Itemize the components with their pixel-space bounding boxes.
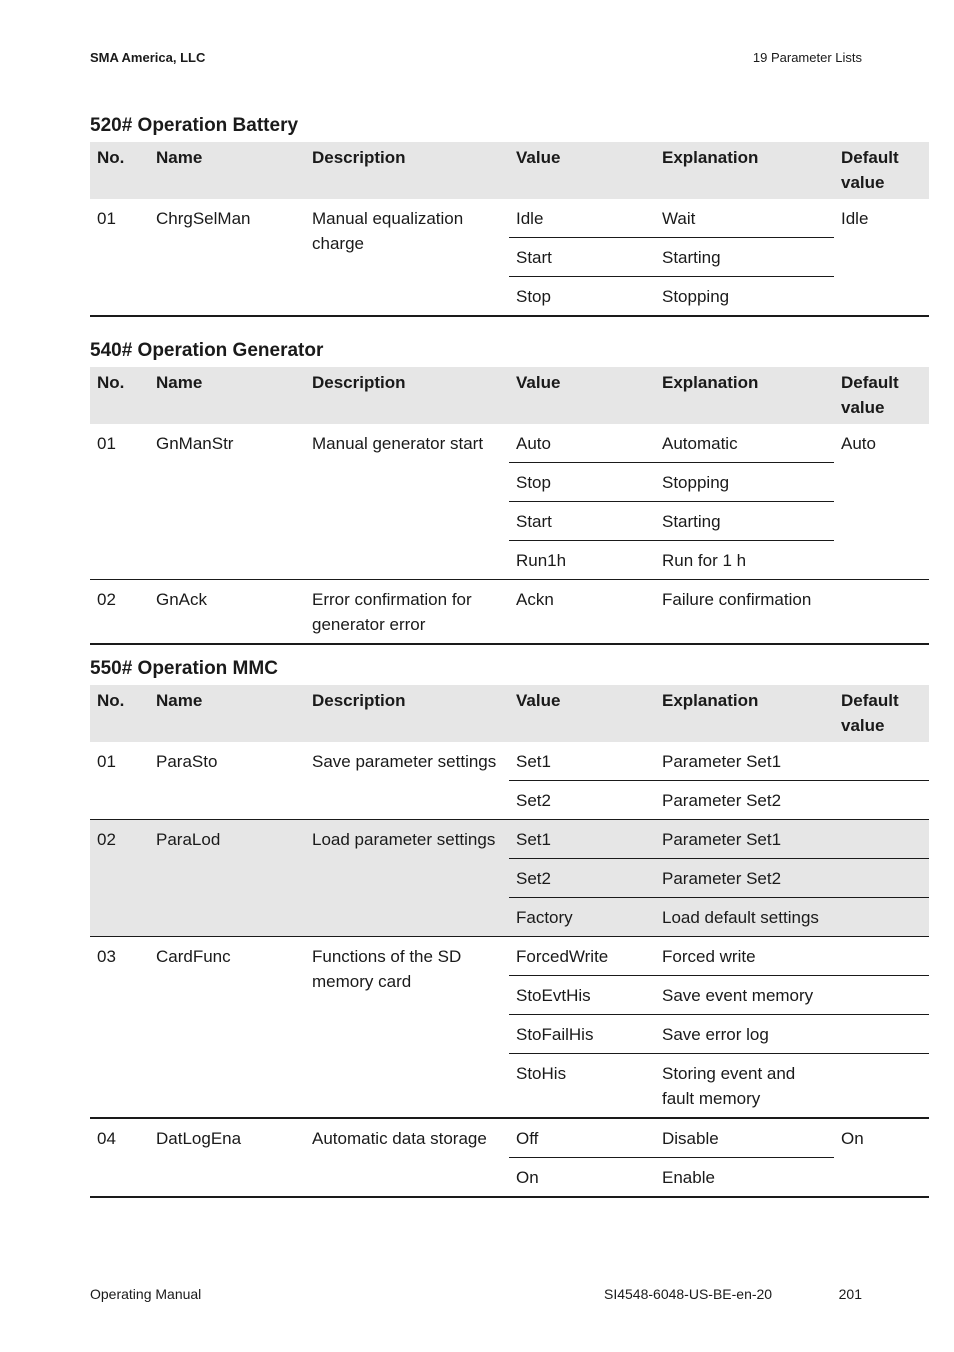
cell-value: Set2 <box>509 781 655 820</box>
footer-manual-title: Operating Manual <box>90 1286 202 1302</box>
col-header-default: Default value <box>834 142 929 199</box>
cell-explanation: Parameter Set1 <box>662 752 782 771</box>
table-row <box>90 937 929 976</box>
cell-value: Stop <box>509 463 655 502</box>
cell-default: Idle <box>834 199 929 316</box>
col-header-description: Description <box>305 142 509 199</box>
cell-value: Ackn <box>509 580 655 645</box>
cell-description: Manual equalization charge <box>305 199 509 316</box>
col-header-value: Value <box>509 685 655 742</box>
cell-value: StoFailHis <box>509 1015 655 1054</box>
table-row <box>90 199 929 238</box>
parameter-table-540 <box>90 367 929 645</box>
cell-name: CardFunc <box>149 937 305 1119</box>
cell-default <box>834 859 929 898</box>
col-header-explanation: Explanation <box>655 367 834 424</box>
cell-name: GnAck <box>149 580 305 645</box>
col-header-value: Value <box>509 142 655 199</box>
cell-value: StoHis <box>509 1054 655 1119</box>
section-520 <box>90 114 899 317</box>
table-row <box>90 820 929 859</box>
cell-default <box>834 898 929 937</box>
cell-value: Factory <box>509 898 655 937</box>
cell-value: Set2 <box>509 859 655 898</box>
cell-explanation: Parameter Set1 <box>655 820 834 859</box>
cell-description: Manual generator start <box>312 434 484 453</box>
cell-explanation: Storing event and fault memory <box>655 1054 834 1119</box>
table-row <box>90 580 929 645</box>
cell-value: StoEvtHis <box>509 976 655 1015</box>
cell-no: 03 <box>90 937 149 1119</box>
cell-default <box>834 976 929 1015</box>
cell-no: 02 <box>90 580 149 645</box>
cell-explanation: Stopping <box>655 463 834 502</box>
cell-description: Error confirmation for generator error <box>305 580 509 645</box>
cell-default <box>834 742 929 781</box>
parameter-table-520 <box>90 142 929 317</box>
col-header-name: Name <box>149 142 305 199</box>
cell-explanation: Load default settings <box>655 898 834 937</box>
cell-default <box>834 580 929 645</box>
col-header-explanation: Explanation <box>655 142 834 199</box>
table-header-row <box>90 142 929 199</box>
cell-default: Auto <box>841 434 876 453</box>
footer-page-number: 201 <box>838 1286 862 1302</box>
table-row <box>90 424 929 463</box>
cell-explanation: Failure confirmation <box>655 580 834 645</box>
cell-explanation: Save event memory <box>655 976 834 1015</box>
col-header-no: No. <box>90 367 149 424</box>
cell-value: Idle <box>516 209 544 228</box>
running-header-chapter: 19 Parameter Lists <box>752 50 862 65</box>
cell-default <box>834 781 929 820</box>
cell-explanation: Stopping <box>655 277 834 317</box>
table-header-row <box>90 685 929 742</box>
cell-explanation: Forced write <box>655 937 834 976</box>
cell-name: GnManStr <box>156 434 234 453</box>
cell-name: ParaLod <box>149 820 305 937</box>
col-header-default: Default value <box>834 685 929 742</box>
cell-explanation: Starting <box>655 502 834 541</box>
cell-value: Stop <box>509 277 655 317</box>
cell-explanation: Wait <box>662 209 696 228</box>
cell-name: DatLogEna <box>149 1118 305 1197</box>
cell-value: Start <box>509 502 655 541</box>
section-title: 540# Operation Generator <box>90 340 324 361</box>
running-header-company: SMA America, LLC <box>90 50 206 65</box>
cell-no: 01 <box>90 199 149 316</box>
cell-value: Run1h <box>509 541 655 580</box>
cell-default <box>834 1054 929 1119</box>
cell-explanation: Parameter Set2 <box>655 781 834 820</box>
cell-explanation: Automatic <box>662 434 738 453</box>
cell-name: ChrgSelMan <box>149 199 305 316</box>
section-540 <box>90 339 899 645</box>
cell-default: On <box>834 1118 929 1197</box>
cell-default <box>834 820 929 859</box>
table-header-row <box>90 367 929 424</box>
cell-default <box>834 937 929 976</box>
cell-name: ParaSto <box>156 752 218 771</box>
cell-explanation: Enable <box>655 1158 834 1198</box>
col-header-name: Name <box>149 685 305 742</box>
cell-value: ForcedWrite <box>509 937 655 976</box>
col-header-no: No. <box>90 685 149 742</box>
cell-explanation: Run for 1 h <box>655 541 834 580</box>
section-title: 550# Operation MMC <box>90 658 278 679</box>
cell-description: Functions of the SD memory card <box>305 937 509 1119</box>
parameter-table-550 <box>90 685 929 1198</box>
col-header-value: Value <box>509 367 655 424</box>
cell-no: 04 <box>90 1118 149 1197</box>
cell-explanation: Starting <box>655 238 834 277</box>
cell-default <box>834 1015 929 1054</box>
table-row <box>90 742 929 781</box>
cell-value: Off <box>509 1118 655 1158</box>
cell-no: 01 <box>97 752 116 771</box>
col-header-no: No. <box>90 142 149 199</box>
cell-value: On <box>509 1158 655 1198</box>
table-row <box>90 1118 929 1158</box>
section-550 <box>90 657 899 1198</box>
cell-no: 01 <box>97 434 116 453</box>
cell-value: Start <box>509 238 655 277</box>
col-header-explanation: Explanation <box>655 685 834 742</box>
cell-value: Set1 <box>516 752 551 771</box>
col-header-description: Description <box>305 685 509 742</box>
cell-no: 02 <box>90 820 149 937</box>
footer-document-id: SI4548-6048-US-BE-en-20 <box>604 1286 773 1302</box>
col-header-default: Default value <box>834 367 929 424</box>
col-header-description: Description <box>305 367 509 424</box>
cell-description: Load parameter settings <box>305 820 509 937</box>
cell-explanation: Save error log <box>655 1015 834 1054</box>
cell-explanation: Parameter Set2 <box>655 859 834 898</box>
cell-description: Automatic data storage <box>305 1118 509 1197</box>
cell-explanation: Disable <box>655 1118 834 1158</box>
col-header-name: Name <box>149 367 305 424</box>
section-title: 520# Operation Battery <box>90 115 299 136</box>
cell-value: Auto <box>516 434 551 453</box>
cell-value: Set1 <box>509 820 655 859</box>
cell-description: Save parameter settings <box>312 752 497 771</box>
